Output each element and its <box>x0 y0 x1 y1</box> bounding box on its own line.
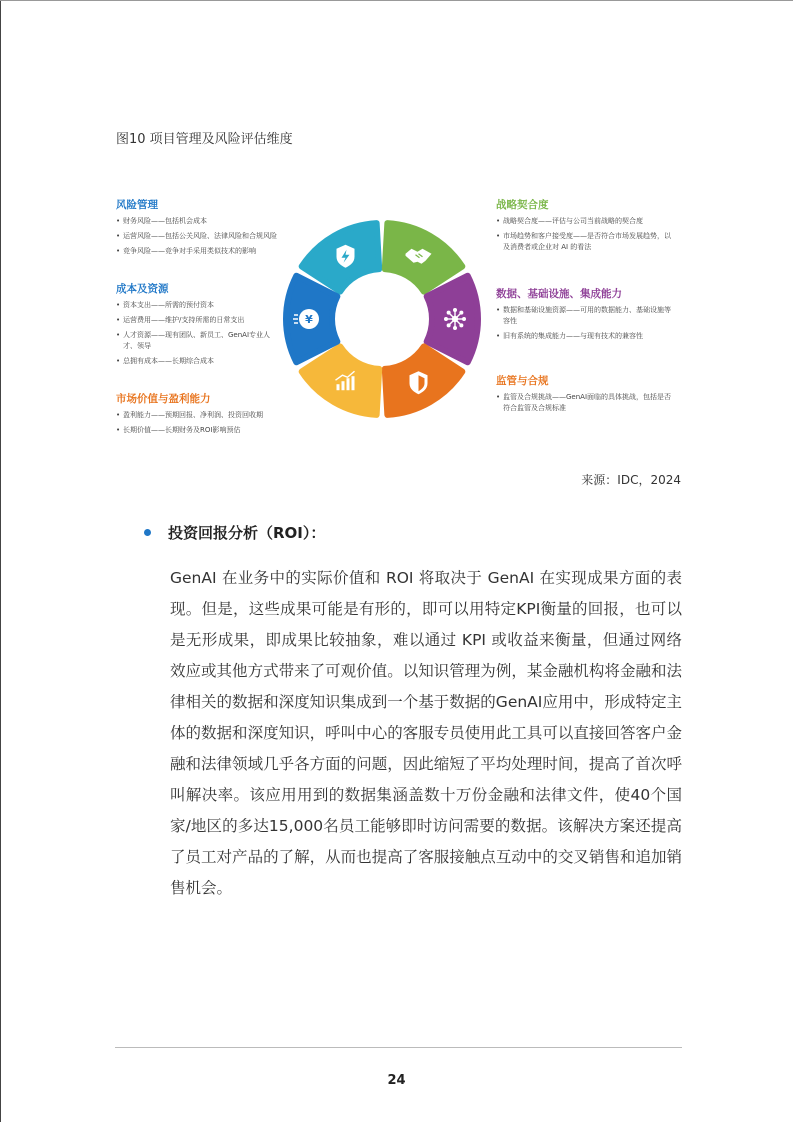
list-item: • 监管及合规挑战——GenAI面临的具体挑战，包括是否符合监管及合规标准 <box>496 392 675 414</box>
list-item: • 市场趋势和客户接受度——是否符合市场发展趋势，以及消费者或企业对 AI 的看法 <box>496 231 673 253</box>
list-item: • 旧有系统的集成能力——与现有技术的兼容性 <box>496 331 686 342</box>
dimension-wheel <box>283 220 481 418</box>
block-title: 数据、基础设施、集成能力 <box>496 288 622 300</box>
section-heading <box>144 522 325 543</box>
list-item: • 竞争风险——竞争对手采用类似技术的影响 <box>116 246 316 257</box>
list-item: • 资本支出——所需的预付资本 <box>116 300 316 311</box>
list-item: • 运营风险——包括公关风险、法律风险和合规风险 <box>116 231 316 242</box>
page-frame-left <box>0 0 1 1122</box>
page-number: 24 <box>387 1073 406 1088</box>
list-item: • 盈利能力——预期回报、净利润、投资回收期 <box>116 410 316 421</box>
page-frame-top <box>0 0 793 1</box>
block-title: 战略契合度 <box>496 199 549 211</box>
regulation-compliance-block <box>496 373 686 418</box>
list-item: • 数据和基础设施资源——可用的数据能力、基础设施等容性 <box>496 305 675 327</box>
block-title: 市场价值与盈利能力 <box>116 393 211 405</box>
list-item: • 长期价值——长期财务及ROI影响预估 <box>116 425 316 436</box>
figure-title: 图10 项目管理及风险评估维度 <box>116 132 293 147</box>
block-title: 监管与合规 <box>496 375 549 387</box>
body-paragraph: GenAI 在业务中的实际价值和 ROI 将取决于 GenAI 在实现成果方面的表现。但是，这些成果可能是有形的，即可以用特定KPI衡量的回报，也可以是无形成果，即成果比较抽象，难以通过 KPI 或收益来衡量，但通过网络效应或其他方式带来了可观价值。以知识管理为例，某金融机构将金融和法律相关的数据和深度知识集成到一个基于数据的GenAI应用中，形成特定主体的数据和深度知识，呼叫中心的客服专员使用此工具可以直接回答客户金融和法律领域几乎各方面的问题，因此缩短了平均处理时间，提高了首次呼叫解决率。该应用用到的数据集涵盖数十万份金融和法律文件，使40个国家/地区的多达15,000名员工能够即时访问需要的数据。该解决方案还提高了员工对产品的了解，从而也提高了客服接触点互动中的交叉销售和追加销售机会。 <box>170 569 682 897</box>
section-heading-text: 投资回报分析（ROI）： <box>168 524 326 542</box>
network-icon <box>444 308 466 330</box>
footer-rule <box>115 1047 682 1048</box>
list-item: • 战略契合度——评估与公司当前战略的契合度 <box>496 216 686 227</box>
data-infrastructure-block <box>496 286 686 346</box>
list-item: • 总拥有成本——长期综合成本 <box>116 356 316 367</box>
strategy-fit-block <box>496 197 686 257</box>
list-item: • 人才资源——现有团队、新员工、GenAI专业人才、领导 <box>116 330 273 352</box>
list-item: • 运营费用——维护/支持所需的日常支出 <box>116 315 316 326</box>
block-title: 风险管理 <box>116 199 158 211</box>
bullet-dot <box>144 529 151 536</box>
source-note: 来源：IDC，2024 <box>581 473 681 487</box>
block-title: 成本及资源 <box>116 283 169 295</box>
list-item: • 财务风险——包括机会成本 <box>116 216 316 227</box>
svg-text:¥: ¥ <box>305 313 313 326</box>
